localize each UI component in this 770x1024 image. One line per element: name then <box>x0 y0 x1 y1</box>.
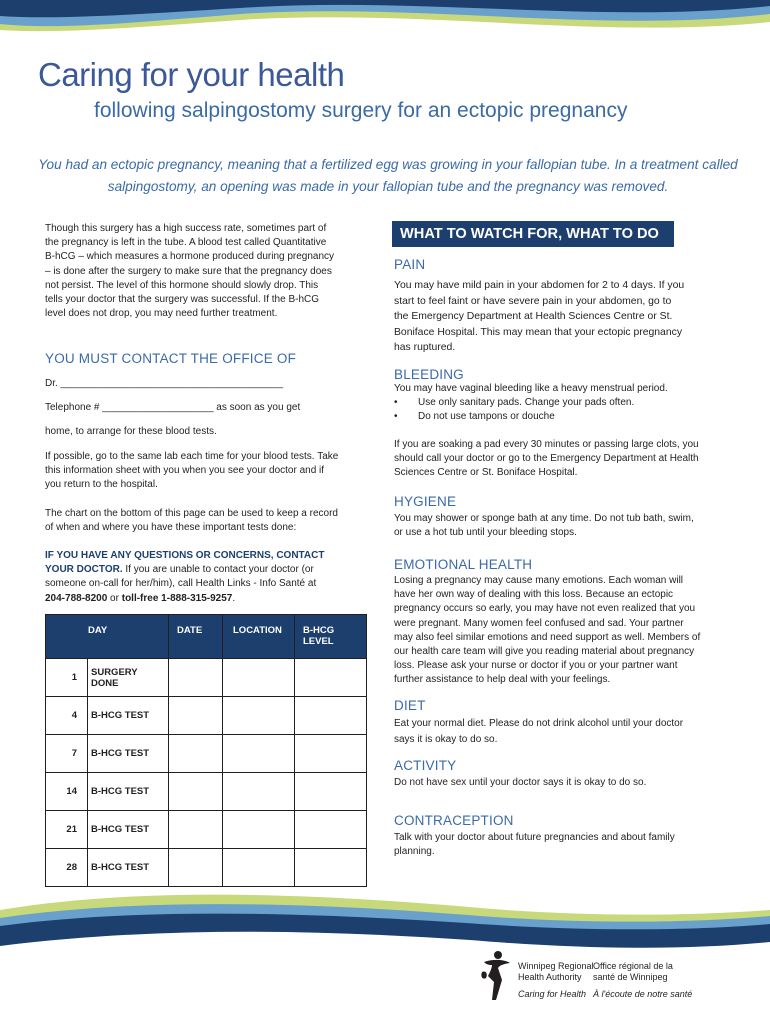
intro-paragraph: Though this surgery has a high success rate, sometimes part of the pregnancy is left in the tube. A blood test called Quantitative B-hCG – which measures a hormone produced during pregnancy – is done after the surgery to make sure that the pregnancy does not persist. The level of this hormone should slowly drop. This tells your doctor that the surgery was successful. If the B-hCG level does not drop, you may need further treatment. <box>45 223 335 320</box>
table-row <box>46 773 367 811</box>
top-wave-decoration <box>0 0 770 50</box>
row-test: B-HCG TEST <box>88 811 169 849</box>
bleeding-text: You may have vaginal bleeding like a heavy menstrual period. <box>394 383 668 394</box>
row-day: 1 <box>46 659 88 697</box>
table-row <box>46 659 367 697</box>
header-location: LOCATION <box>223 615 295 659</box>
chart-paragraph: The chart on the bottom of this page can be used to keep a record of when and where you have these important tests done: <box>45 508 338 534</box>
row-test: B-HCG TEST <box>88 697 169 735</box>
activity-text: Do not have sex until your doctor says it is okay to do so. <box>394 777 647 788</box>
diet-heading: DIET <box>394 698 426 713</box>
location-cell[interactable] <box>223 697 295 735</box>
level-cell[interactable] <box>295 659 367 697</box>
pain-text: You may have mild pain in your abdomen for 2 to 4 days. If you start to feel faint or have severe pain in your abdomen, go to the Emergency Department at Health Sciences Centre or St. Boniface Hospital. This may mean that your ectopic pregnancy has ruptured. <box>394 280 685 353</box>
header-bhcg-level: B-HCG LEVEL <box>295 615 367 659</box>
location-cell[interactable] <box>223 773 295 811</box>
level-cell[interactable] <box>295 735 367 773</box>
activity-heading: ACTIVITY <box>394 758 457 773</box>
what-to-watch-banner: WHAT TO WATCH FOR, WHAT TO DO <box>392 221 674 247</box>
level-cell[interactable] <box>295 697 367 735</box>
hygiene-heading: HYGIENE <box>394 494 457 509</box>
table-row <box>46 697 367 735</box>
phone-link[interactable]: 204-788-8200 <box>45 592 108 604</box>
header-date: DATE <box>169 615 223 659</box>
questions-or: or <box>107 592 122 604</box>
bleeding-heading: BLEEDING <box>394 367 464 382</box>
logo-fr-line1: Office régional de la <box>593 961 673 971</box>
row-day: 7 <box>46 735 88 773</box>
list-item: • Use only sanitary pads. Change your pads often. <box>394 396 694 410</box>
header-day: DAY <box>46 615 169 659</box>
logo-french <box>593 961 692 1000</box>
bleeding-text-2: If you are soaking a pad every 30 minutes or passing large clots, you should call your doctor or go to the Emergency Department at Health Sciences Centre or St. Boniface Hospital. <box>394 439 699 479</box>
date-cell[interactable] <box>169 773 223 811</box>
list-item: • Do not use tampons or douche <box>394 410 694 424</box>
logo-fr-line2: santé de Winnipeg <box>593 972 668 982</box>
row-test: B-HCG TEST <box>88 735 169 773</box>
doctor-line: Dr. ________________________________________ <box>45 378 284 389</box>
questions-end: . <box>232 592 236 604</box>
questions-bold: IF YOU HAVE ANY QUESTIONS OR CONCERNS, CONTACT YOUR DOCTOR. <box>45 550 325 576</box>
date-cell[interactable] <box>169 735 223 773</box>
page-subtitle: following salpingostomy surgery for an ectopic pregnancy <box>94 99 628 122</box>
row-day: 4 <box>46 697 88 735</box>
logo-en-line1: Winnipeg Regional <box>518 961 594 971</box>
contraception-heading: CONTRACEPTION <box>394 813 514 828</box>
row-day: 28 <box>46 849 88 887</box>
wrha-logo-icon <box>478 950 514 1002</box>
table-row <box>46 735 367 773</box>
row-day: 14 <box>46 773 88 811</box>
hygiene-text: You may shower or sponge bath at any time. Do not tub bath, swim, or use a hot tub until your bleeding stops. <box>394 513 694 539</box>
date-cell[interactable] <box>169 697 223 735</box>
row-day: 21 <box>46 811 88 849</box>
questions-text: If you are unable to contact your doctor (or someone on-call for her/him), call Health Links - Info Santé at <box>45 564 317 590</box>
diet-text: Eat your normal diet. Please do not drink alcohol until your doctor says it is okay to do so. <box>394 718 684 745</box>
row-test: B-HCG TEST <box>88 773 169 811</box>
level-cell[interactable] <box>295 773 367 811</box>
date-cell[interactable] <box>169 659 223 697</box>
bleeding-list <box>394 396 694 424</box>
emotional-health-text: Losing a pregnancy may cause many emotions. Each woman will have her own way of dealing with this loss. Because an ectopic pregnancy occurs so early, you may have not even realized that you were pregnant. Many women feel confused and sad. Your partner may also feel similar emotions and need support as well. Members of our health care team will give you reading material about pregnancy loss. Please ask your nurse or doctor if you or your partner want further assistance to help deal with your feelings. <box>394 575 701 686</box>
table-row <box>46 811 367 849</box>
logo-en-tagline: Caring for Health <box>518 989 587 999</box>
lab-paragraph: If possible, go to the same lab each time for your blood tests. Take this information sheet with you when you see your doctor and if you return to the hospital. <box>45 451 339 491</box>
location-cell[interactable] <box>223 735 295 773</box>
logo-en-line2: Health Authority <box>518 972 582 982</box>
row-test: B-HCG TEST <box>88 849 169 887</box>
logo-english <box>518 961 594 1000</box>
bottom-wave-decoration <box>0 880 770 950</box>
tollfree-link[interactable]: toll-free 1-888-315-9257 <box>121 592 233 604</box>
pain-heading: PAIN <box>394 257 426 272</box>
contraception-text: Talk with your doctor about future pregnancies and about family planning. <box>394 832 675 858</box>
table-header-row <box>46 615 367 659</box>
emotional-health-heading: EMOTIONAL HEALTH <box>394 557 533 572</box>
contact-heading: YOU MUST CONTACT THE OFFICE OF <box>45 351 297 366</box>
location-cell[interactable] <box>223 659 295 697</box>
logo-fr-tagline: À l'écoute de notre santé <box>593 989 693 999</box>
intro-text: You had an ectopic pregnancy, meaning that a fertilized egg was growing in your fallopian tube. In a treatment called salpingostomy, an opening was made in your fallopian tube and the pregnancy was removed. <box>38 157 738 194</box>
location-cell[interactable] <box>223 811 295 849</box>
row-test: SURGERY DONE <box>88 659 169 697</box>
page-title: Caring for your health <box>38 56 345 93</box>
home-line: home, to arrange for these blood tests. <box>45 426 217 437</box>
level-cell[interactable] <box>295 811 367 849</box>
questions-paragraph <box>45 549 335 606</box>
date-cell[interactable] <box>169 811 223 849</box>
test-record-table <box>45 614 367 887</box>
telephone-line: Telephone # ____________________ as soon as you get <box>45 402 301 413</box>
